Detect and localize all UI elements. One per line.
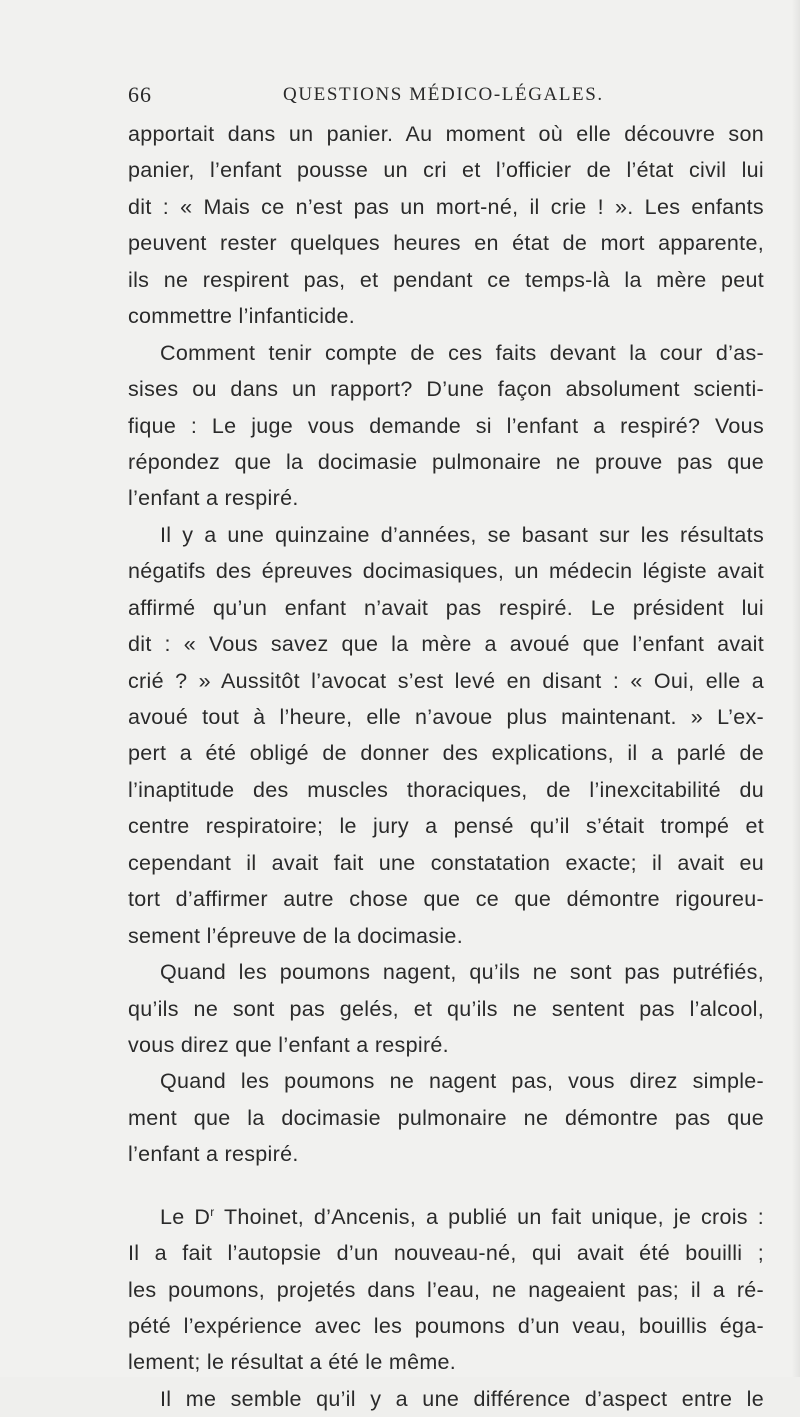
paragraph: [128, 335, 764, 517]
page-header: [128, 82, 768, 112]
text-line: négatifs des épreuves docimasiques, un médecin légiste avait: [128, 559, 764, 584]
text-line: [128, 1199, 764, 1235]
superscript: r: [210, 1204, 215, 1219]
text-line: dit : « Mais ce n’est pas un mort-né, il crie ! ». Les enfants: [128, 194, 764, 219]
text-line: pert a été obligé de donner des explications, il a parlé de: [128, 741, 764, 766]
text-run: Le D: [160, 1204, 211, 1229]
page-edge-shadow: [792, 0, 800, 1377]
text-line: apportait dans un panier. Au moment où elle découvre son: [128, 122, 764, 146]
text-line: qu’ils ne sont pas gelés, et qu’ils ne sentent pas l’alcool,: [128, 996, 764, 1021]
text-line: centre respiratoire; le jury a pensé qu’il s’était trompé et: [128, 814, 764, 839]
paragraph-gap: [128, 1173, 764, 1199]
text-line: Quand les poumons nagent, qu’ils ne sont pas putréfiés,: [160, 960, 764, 985]
text-line: cependant il avait fait une constatation exacte; il avait eu: [128, 850, 764, 875]
text-line: l’inaptitude des muscles thoraciques, de l’inexcitabilité du: [128, 777, 764, 802]
text-line: ment que la docimasie pulmonaire ne démontre pas que: [128, 1105, 764, 1130]
paragraph: [128, 1063, 764, 1172]
text-line: répondez que la docimasie pulmonaire ne prouve pas que: [128, 449, 764, 474]
text-line: Il a fait l’autopsie d’un nouveau-né, qui avait été bouilli ;: [128, 1241, 764, 1266]
text-line: sises ou dans un rapport? D’une façon absolument scienti-: [128, 377, 764, 402]
text-line: vous direz que l’enfant a respiré.: [128, 1032, 449, 1057]
paragraph: [128, 1381, 764, 1417]
text-line: crié ? » Aussitôt l’avocat s’est levé en disant : « Oui, elle a: [128, 668, 764, 693]
text-line: Il y a une quinzaine d’années, se basant sur les résultats: [160, 522, 764, 547]
running-head: QUESTIONS MÉDICO-LÉGALES.: [283, 84, 604, 105]
text-line: Quand les poumons ne nagent pas, vous direz simple-: [160, 1069, 764, 1094]
text-line: peuvent rester quelques heures en état de mort apparente,: [128, 231, 764, 256]
text-line: affirmé qu’un enfant n’avait pas respiré. Le président lui: [128, 595, 764, 620]
text-line: tort d’affirmer autre chose que ce que démontre rigoureu-: [128, 887, 764, 912]
page-number: 66: [128, 82, 152, 107]
text-line: pété l’expérience avec les poumons d’un veau, bouillis éga-: [128, 1314, 764, 1338]
text-line: fique : Le juge vous demande si l’enfant a respiré? Vous: [128, 413, 764, 438]
text-line: Comment tenir compte de ces faits devant la cour d’as-: [160, 340, 764, 365]
text-line: avoué tout à l’heure, elle n’avoue plus maintenant. » L’ex-: [128, 705, 764, 729]
text-line: sement l’épreuve de la docimasie.: [128, 923, 463, 948]
text-line: Il me semble qu’il y a une différence d’aspect entre le: [160, 1386, 764, 1411]
text-run: Thoinet, d’Ancenis, a publié un fait unique, je crois :: [214, 1204, 764, 1229]
text-line: lement; le résultat a été le même.: [128, 1350, 457, 1375]
text-line: l’enfant a respiré.: [128, 486, 299, 511]
paragraph: [128, 517, 764, 954]
text-line: panier, l’enfant pousse un cri et l’officier de l’état civil lui: [128, 158, 764, 183]
text-line: l’enfant a respiré.: [128, 1142, 299, 1167]
body-text: [128, 116, 764, 1417]
text-line: commettre l’infanticide.: [128, 304, 356, 329]
text-line: les poumons, projetés dans l’eau, ne nageaient pas; il a ré-: [128, 1277, 764, 1302]
paragraph: [128, 1199, 764, 1381]
text-line: ils ne respirent pas, et pendant ce temps-là la mère peut: [128, 267, 764, 292]
paragraph: [128, 116, 764, 335]
text-line: dit : « Vous savez que la mère a avoué que l’enfant avait: [128, 632, 764, 657]
paragraph: [128, 954, 764, 1063]
